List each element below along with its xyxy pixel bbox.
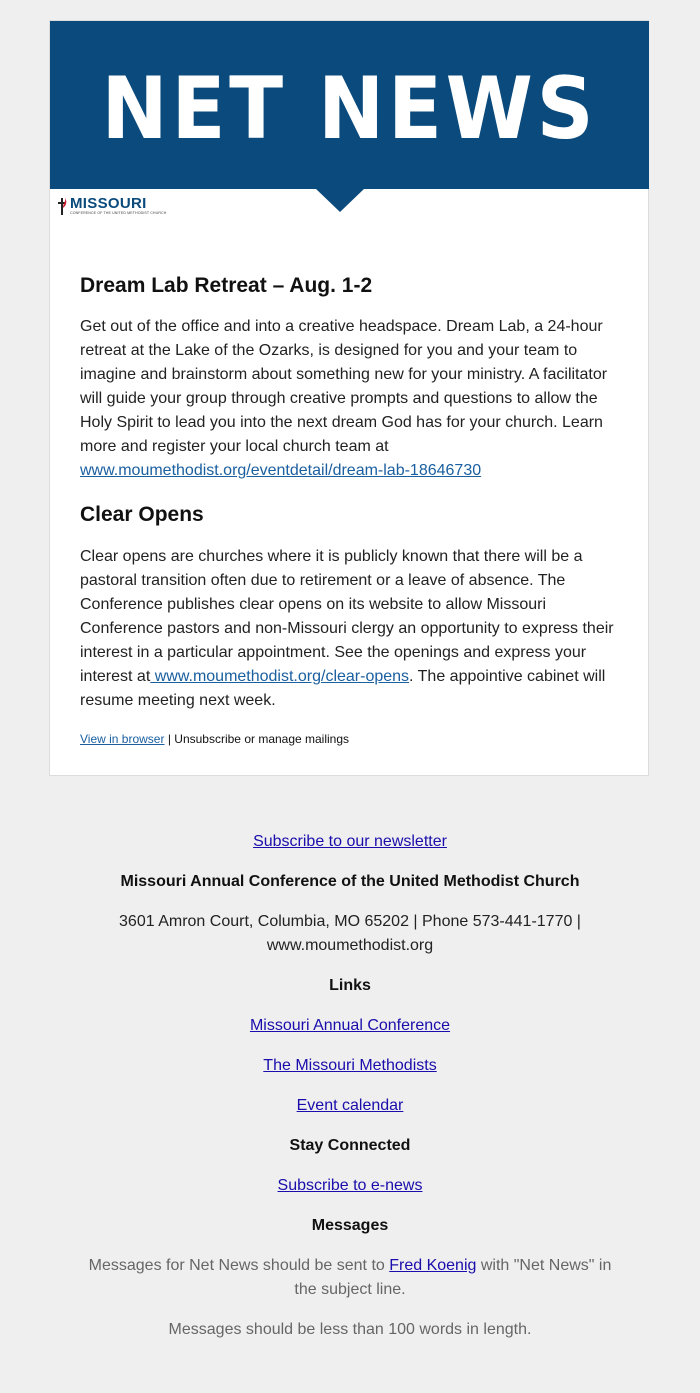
clear-opens-link[interactable]: www.moumethodist.org/clear-opens (150, 668, 410, 685)
subscribe-newsletter-link[interactable]: Subscribe to our newsletter (253, 833, 447, 850)
logo-subtitle: CONFERENCE OF THE UNITED METHODIST CHURCH (70, 211, 167, 216)
messages-heading: Messages (311, 1217, 389, 1234)
links-heading: Links (329, 977, 371, 994)
footer-separator: | (164, 732, 175, 746)
header-banner (50, 21, 649, 189)
view-in-browser-link[interactable]: View in browser (80, 732, 165, 746)
messages-instructions (80, 1254, 620, 1302)
subscribe-enews-link[interactable]: Subscribe to e-news (277, 1177, 423, 1194)
banner-title: NET NEWS (101, 59, 598, 159)
fred-koenig-link[interactable]: Fred Koenig (389, 1257, 477, 1274)
outer-footer (0, 830, 700, 1358)
article-content (80, 249, 620, 713)
cross-flame-icon (56, 196, 68, 216)
card-footer (80, 732, 349, 746)
article-clear-opens (80, 503, 620, 713)
messages-text-after: with "Net News" in the subject line. (294, 1257, 612, 1298)
article-title: Clear Opens (80, 503, 204, 526)
missouri-methodists-link[interactable]: The Missouri Methodists (263, 1057, 437, 1074)
article-body-text-after: . The appointive cabinet will resume meeting next week. (80, 668, 606, 709)
article-body (80, 545, 620, 713)
event-calendar-link[interactable]: Event calendar (296, 1097, 404, 1114)
missouri-annual-conference-link[interactable]: Missouri Annual Conference (249, 1017, 451, 1034)
missouri-conference-logo (56, 195, 166, 217)
banner-notch (315, 188, 365, 212)
unsubscribe-link[interactable]: Unsubscribe or manage mailings (174, 732, 350, 746)
article-title: Dream Lab Retreat – Aug. 1-2 (80, 274, 373, 297)
article-dream-lab (80, 274, 620, 483)
logo-word: MISSOURI (70, 195, 147, 213)
org-name: Missouri Annual Conference of the United Methodist Church (120, 873, 580, 890)
article-body (80, 315, 620, 483)
messages-text: Messages for Net News should be sent to (88, 1257, 390, 1274)
dream-lab-link[interactable]: www.moumethodist.org/eventdetail/dream-lab-18646730 (80, 462, 482, 479)
org-address: 3601 Amron Court, Columbia, MO 65202 | Phone 573-441-1770 | www.moumethodist.org (119, 913, 581, 954)
article-body-text: Get out of the office and into a creative headspace. Dream Lab, a 24-hour retreat at the Lake of the Ozarks, is designed for you and your team to imagine and brainstorm about something new for your ministry. A facilitator will guide your group through creative prompts and questions to allow the Holy Spirit to lead you into the next dream God has for your church. Learn more and register your local church team at (80, 318, 608, 455)
newsletter-card (49, 20, 649, 776)
messages-length-note: Messages should be less than 100 words in length. (168, 1321, 532, 1338)
article-body-text: Clear opens are churches where it is publicly known that there will be a pastoral transition often due to retirement or a leave of absence. The Conference publishes clear opens on its website to allow Missouri Conference pastors and non-Missouri clergy an opportunity to express their interest in a particular appointment. See the openings and express your interest at (80, 548, 614, 685)
stay-connected-heading: Stay Connected (289, 1137, 411, 1154)
